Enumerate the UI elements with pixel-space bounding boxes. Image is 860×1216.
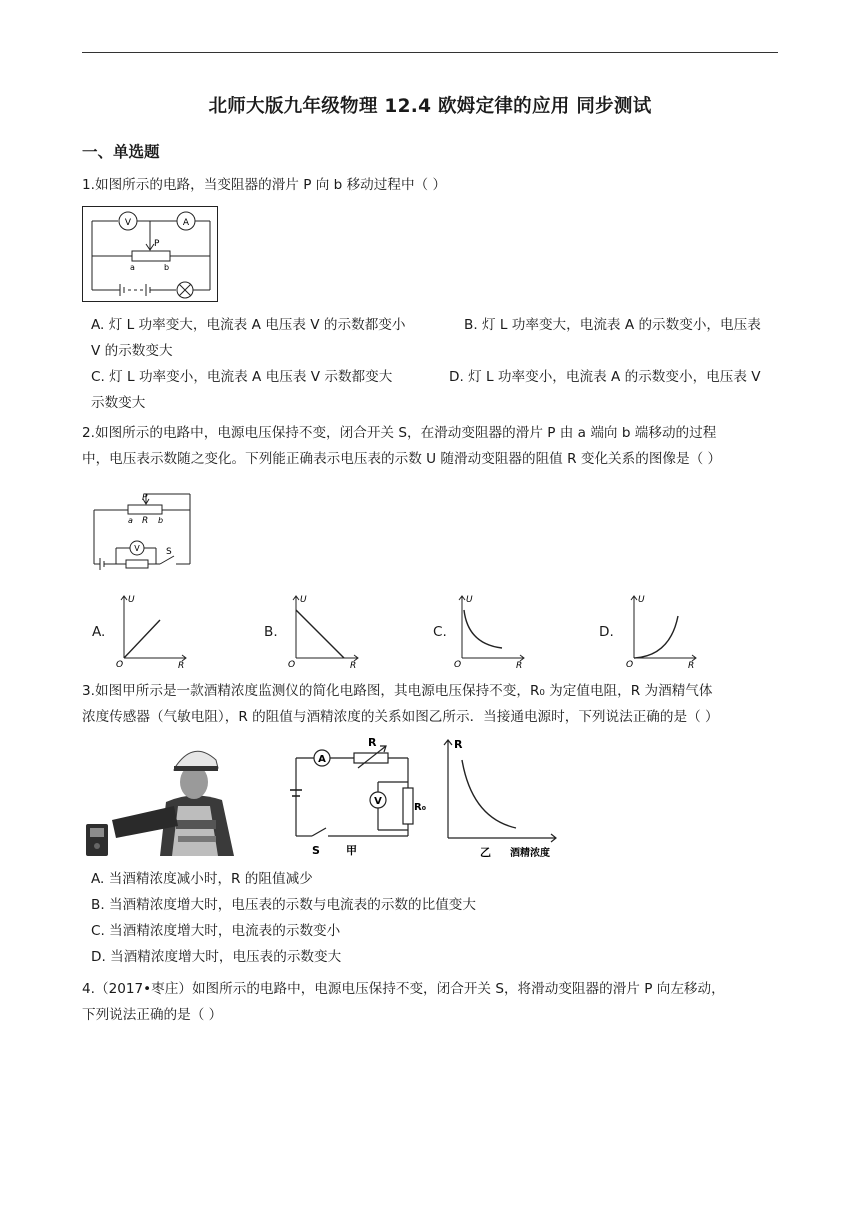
q3-fixed-resistor-label: R₀	[414, 802, 427, 813]
q1-option-d: D. 灯 L 功率变小，电流表 A 的示数变小，电压表 V	[449, 369, 761, 385]
q2-graph-c-y-label: U	[466, 595, 473, 605]
q3-circuit-diagram	[282, 732, 427, 860]
q1-slider-label: P	[154, 239, 160, 249]
q2-graph-b-origin: O	[288, 660, 296, 670]
q3-graph-x-label: 酒精浓度	[510, 848, 550, 859]
question-3-stem-line-1: 3.如图甲所示是一款酒精浓度监测仪的简化电路图，其电源电压保持不变，R₀ 为定值电阻，R 为酒精气体	[82, 683, 713, 699]
question-3-stem-line-2: 浓度传感器（气敏电阻），R 的阻值与酒精浓度的关系如图乙所示．当接通电源时，下列说法正确的是（ ）	[82, 709, 719, 725]
q3-figure-yi-label: 乙	[480, 846, 491, 859]
question-1-circuit-diagram	[82, 206, 218, 302]
section-heading: 一、单选题	[82, 143, 160, 161]
q2-end-a-label: a	[128, 516, 133, 525]
q3-resistance-concentration-graph	[434, 732, 564, 860]
q1-option-c: C. 灯 L 功率变小，电流表 A 电压表 V 示数都变大	[91, 369, 393, 385]
q3-voltmeter-label: V	[374, 796, 382, 807]
q2-graph-b-x-label: R	[350, 661, 357, 671]
q2-graph-d	[624, 592, 700, 671]
q1-option-b: B. 灯 L 功率变大，电流表 A 的示数变小，电压表	[464, 317, 761, 333]
q3-figure-jia-label: 甲	[346, 844, 357, 857]
q1-end-a-label: a	[130, 263, 135, 272]
q2-graph-a-origin: O	[116, 660, 124, 670]
q3-ammeter-label: A	[318, 754, 326, 765]
q2-graph-d-y-label: U	[638, 595, 645, 605]
header-rule	[82, 52, 778, 53]
q2-graph-a	[114, 592, 190, 671]
q2-graph-b-y-label: U	[300, 595, 307, 605]
question-2-stem-line-1: 2.如图所示的电路中，电源电压保持不变，闭合开关 S，在滑动变阻器的滑片 P 由 a 端向 b 端移动的过程	[82, 425, 717, 441]
q2-choice-a-label: A.	[92, 624, 106, 640]
q3-option-d: D. 当酒精浓度增大时，电压表的示数变大	[91, 949, 342, 965]
q2-end-b-label: b	[158, 516, 164, 525]
question-1-stem: 1.如图所示的电路，当变阻器的滑片 P 向 b 移动过程中（ ）	[82, 177, 447, 193]
q2-graph-c	[452, 592, 528, 671]
q2-resistor-label: R	[142, 516, 149, 526]
q2-switch-label: S	[166, 547, 172, 557]
q2-voltmeter-label: V	[134, 544, 140, 553]
q3-option-c: C. 当酒精浓度增大时，电流表的示数变小	[91, 923, 341, 939]
q1-option-b-continued: V 的示数变大	[91, 343, 173, 359]
q2-choice-c-label: C.	[433, 624, 447, 640]
q2-choice-d-label: D.	[599, 624, 614, 640]
document-title: 北师大版九年级物理 12.4 欧姆定律的应用 同步测试	[208, 96, 652, 117]
question-2-stem-line-2: 中，电压表示数随之变化。下列能正确表示电压表的示数 U 随滑动变阻器的阻值 R 变化关系的图像是（ ）	[82, 451, 722, 467]
q2-graph-d-origin: O	[626, 660, 634, 670]
q2-graph-a-x-label: R	[178, 661, 185, 671]
question-4-stem-line-1: 4.（2017•枣庄）如图所示的电路中，电源电压保持不变，闭合开关 S，将滑动变阻器的滑片 P 向左移动，	[82, 981, 725, 997]
q1-option-a: A. 灯 L 功率变大，电流表 A 电压表 V 的示数都变小	[91, 317, 406, 333]
q2-graph-c-origin: O	[454, 660, 462, 670]
q2-graph-d-x-label: R	[688, 661, 695, 671]
q1-option-d-continued: 示数变大	[91, 395, 146, 411]
q2-slider-label: P	[142, 493, 148, 503]
question-4-stem-line-2: 下列说法正确的是（ ）	[82, 1007, 223, 1023]
q2-graph-a-y-label: U	[128, 595, 135, 605]
q1-ammeter-label: A	[182, 218, 190, 228]
q2-graph-b	[286, 592, 362, 671]
q3-option-a: A. 当酒精浓度减小时，R 的阻值减少	[91, 871, 313, 887]
q2-graph-c-x-label: R	[516, 661, 523, 671]
question-2-circuit-diagram	[86, 488, 198, 572]
q2-choice-b-label: B.	[264, 624, 278, 640]
q1-voltmeter-label: V	[124, 218, 132, 228]
q3-graph-y-label: R	[454, 738, 463, 751]
q3-officer-photo	[82, 736, 238, 858]
q3-option-b: B. 当酒精浓度增大时，电压表的示数与电流表的示数的比值变大	[91, 897, 476, 913]
q1-end-b-label: b	[164, 263, 170, 272]
q3-switch-label: S	[312, 844, 320, 857]
q3-sensor-label: R	[368, 736, 377, 749]
